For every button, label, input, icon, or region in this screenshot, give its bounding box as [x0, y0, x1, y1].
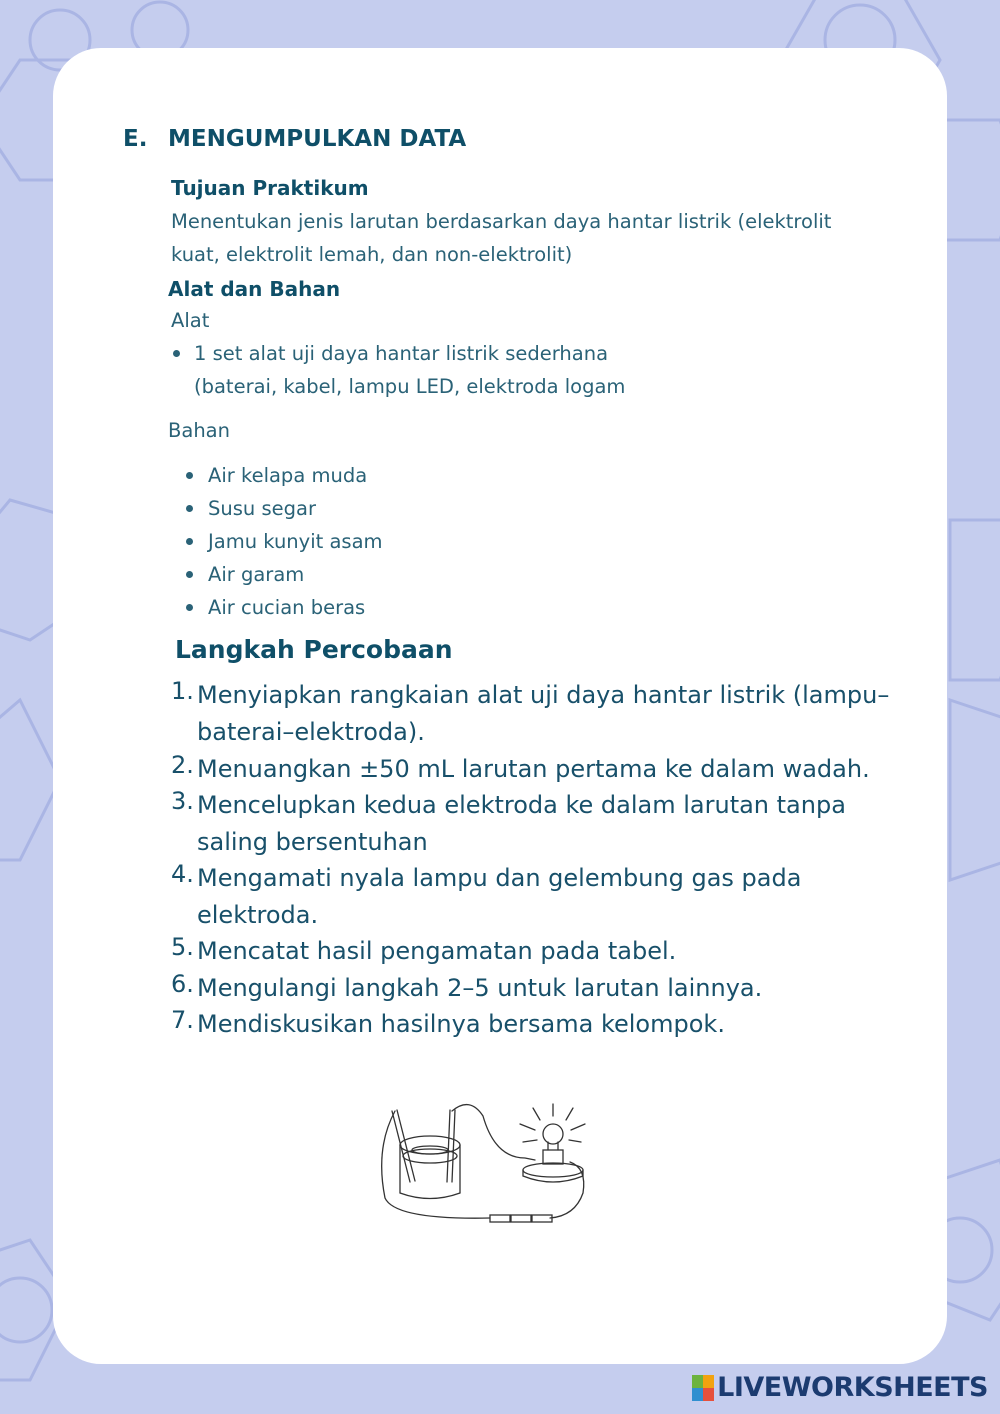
step-text: Mengamati nyala lampu dan gelembung gas pada [197, 864, 802, 892]
section-title: MENGUMPULKAN DATA [168, 126, 467, 152]
bahan-bullet [186, 538, 193, 545]
step-number: 3. [171, 787, 194, 815]
bahan-bullet [186, 604, 193, 611]
bahan-item: Air garam [208, 563, 305, 586]
bahan-item: Air kelapa muda [208, 464, 368, 487]
step-number: 1. [171, 677, 194, 705]
bahan-bullet [186, 472, 193, 479]
step-number: 2. [171, 751, 194, 779]
step-number: 5. [171, 933, 194, 961]
step-text: Mencelupkan kedua elektroda ke dalam larutan tanpa [197, 791, 846, 819]
step-text-continued: baterai–elektroda). [197, 718, 425, 746]
step-text: Menyiapkan rangkaian alat uji daya hantar listrik (lampu– [197, 681, 890, 709]
section-letter: E. [123, 126, 148, 152]
alat-bahan-heading: Alat dan Bahan [168, 277, 341, 301]
step-text: Menuangkan ±50 mL larutan pertama ke dalam wadah. [197, 755, 870, 783]
bahan-item: Susu segar [208, 497, 316, 520]
bahan-item: Air cucian beras [208, 596, 366, 619]
logo-text: LIVEWORKSHEETS [717, 1372, 988, 1403]
step-text: Mengulangi langkah 2–5 untuk larutan lainnya. [197, 974, 763, 1002]
step-text: Mencatat hasil pengamatan pada tabel. [197, 937, 677, 965]
alat-bullet [173, 350, 180, 357]
liveworksheets-logo-mark-icon [692, 1375, 714, 1401]
bahan-bullet [186, 505, 193, 512]
step-number: 7. [171, 1006, 194, 1034]
circuit-illustration [375, 1098, 595, 1228]
bahan-label: Bahan [168, 419, 230, 442]
step-text-continued: saling bersentuhan [197, 828, 428, 856]
alat-item-line-1: 1 set alat uji daya hantar listrik sederhana [194, 342, 609, 365]
bahan-bullet [186, 571, 193, 578]
tujuan-line-1: Menentukan jenis larutan berdasarkan daya hantar listrik (elektrolit [171, 210, 832, 233]
step-text-continued: elektroda. [197, 901, 319, 929]
bahan-item: Jamu kunyit asam [208, 530, 383, 553]
step-number: 4. [171, 860, 194, 888]
step-number: 6. [171, 970, 194, 998]
liveworksheets-logo [692, 1372, 988, 1403]
alat-label: Alat [171, 309, 210, 332]
step-text: Mendiskusikan hasilnya bersama kelompok. [197, 1010, 725, 1038]
tujuan-heading: Tujuan Praktikum [171, 176, 369, 200]
tujuan-line-2: kuat, elektrolit lemah, dan non-elektrolit) [171, 243, 573, 266]
alat-item-line-2: (baterai, kabel, lampu LED, elektroda logam [194, 375, 626, 398]
steps-title: Langkah Percobaan [175, 635, 453, 664]
